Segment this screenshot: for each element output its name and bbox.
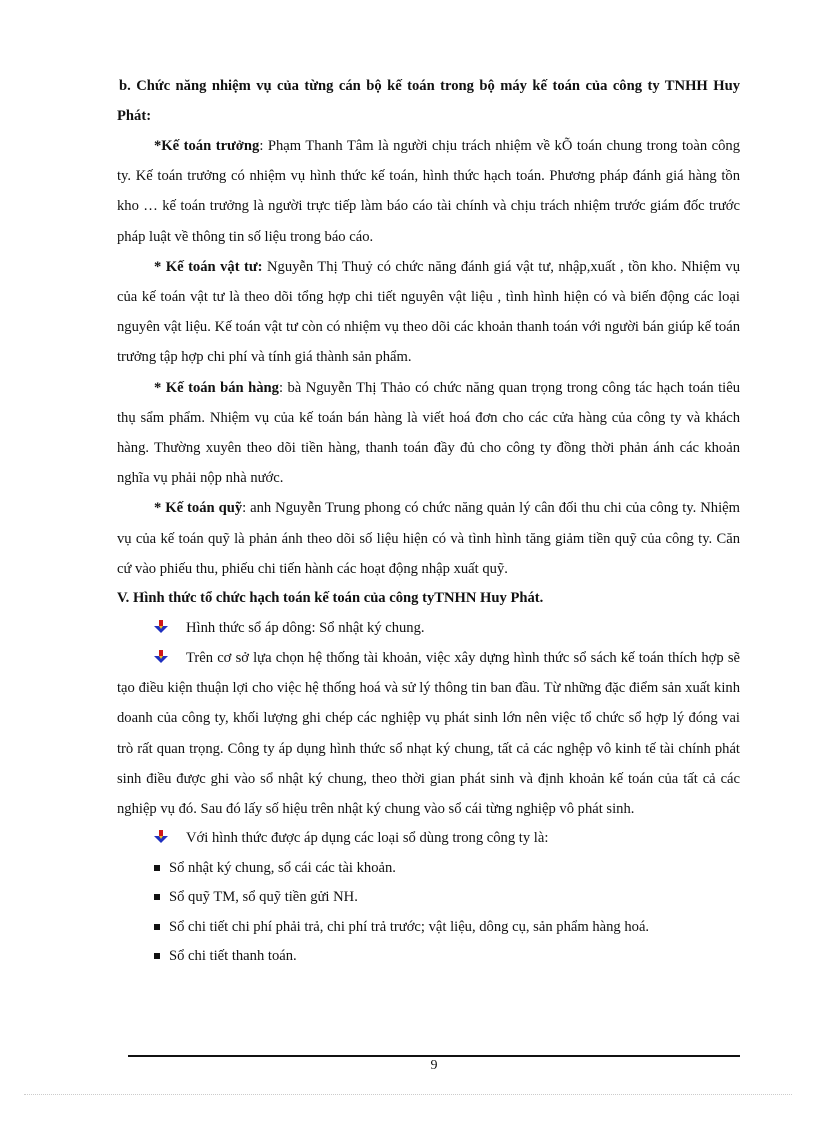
bullet-text: Sổ chi tiết chi phí phải trả, chi phí trả trước; vật liệu, dông cụ, sản phẩm hàng hoá.: [169, 918, 650, 935]
square-bullet-icon: [154, 953, 160, 959]
footer-divider: [128, 1055, 740, 1057]
item-text: Trên cơ sở lựa chọn hệ thống tài khoản, việc xây dựng hình thức sổ sách kế toán thích hợp sẽ tạo điều kiện thuận lợi cho việc hệ thống hoá và sử lý thông tin ban đầu. Từ những đặc điểm sản xuất kinh doanh của công ty, khối lượng ghi chép các nghiệp vụ phát sinh lớn nên việc tổ chức sổ hợp lý đóng vai trò rất quan trọng. Công ty áp dụng hình thức sổ nhạt ký chung, tất cả các nghệp vô kinh tế tài chính phát sinh điều được ghi vào sổ nhật ký chung, theo thời gian phát sinh và định khoản kế toán của tất cả các nghiệp vụ đó. Sau đó lấy số hiệu trên nhật ký chung vào sổ cái từng nghiệp vô phát sinh.: [117, 650, 740, 818]
role-paragraph-materials: [117, 252, 740, 373]
bullet-text: Sổ chi tiết thanh toán.: [169, 948, 297, 965]
page-number: 9: [430, 1058, 438, 1073]
role-text: : bà Nguyễn Thị Thảo có chức năng quan trọng trong công tác hạch toán tiêu thụ sẩm phẩm. Nhiệm vụ của kế toán bán hàng là viết hoá đơn cho các cửa hàng của công ty và khách hàng. Thường xuyên theo dõi tiền hàng, thanh toán đầy đủ cho công ty đồng thời phản ánh các khoản nghĩa vụ phải nộp nhà nước.: [117, 379, 741, 487]
item-text: Hình thức sổ áp dông: Sổ nhật ký chung.: [186, 619, 425, 636]
page-content: [117, 72, 740, 972]
arrow-item-basis: [117, 643, 740, 824]
item-text: Với hình thức được áp dụng các loại sổ dùng trong công ty là:: [186, 830, 549, 847]
asterisk-icon: *: [154, 258, 166, 275]
role-paragraph-chief-accountant: [117, 131, 740, 252]
arrow-bullet-icon: [154, 650, 170, 664]
role-text: : anh Nguyễn Trung phong có chức năng quản lý cân đối thu chi của công ty. Nhiệm vụ của kế toán quỹ là phản ánh theo dõi số liệu hiện có và tình hình tăng giảm tiền quỹ của công ty. Căn cứ vào phiếu thu, phiếu chi tiến hành các hoạt động nhập xuất quỹ.: [117, 500, 740, 577]
bullet-item: [117, 942, 740, 972]
asterisk-icon: *: [154, 379, 166, 396]
section-b-heading: b. Chức năng nhiệm vụ của từng cán bộ kế toán trong bộ máy kế toán của công ty TNHH Huy Phát:: [117, 78, 740, 124]
role-title: Kế toán trưởng: [161, 138, 260, 154]
arrow-item-ledger-form: [117, 614, 740, 644]
role-text: : Phạm Thanh Tâm là người chịu trách nhiệm về kÕ toán chung trong toàn công ty. Kế toán trưởng có nhiệm vụ hình thức kế toán, hình thức hạch toán. Phương pháp đánh giá hàng tồn kho … kế toán trưởng là người trực tiếp làm báo cáo tài chính và chịu trách nhiệm trước giám đốc trước pháp luật về thông tin số liệu trong báo cáo.: [117, 138, 740, 245]
bullet-item: [117, 854, 740, 884]
section-v-heading: V. Hình thức tổ chức hạch toán kế toán của công tyTNHN Huy Phát.: [117, 590, 544, 607]
role-paragraph-sales: [117, 373, 740, 494]
arrow-bullet-icon: [154, 830, 170, 844]
bullet-item: [117, 883, 740, 913]
bullet-text: Sổ quỹ TM, sổ quỹ tiền gửi NH.: [169, 889, 358, 906]
role-title: Kế toán quỹ: [165, 500, 243, 517]
page-bottom-dotted-border: [24, 1094, 792, 1095]
role-text: Nguyễn Thị Thuỷ có chức năng đánh giá vật tư, nhập,xuất , tồn kho. Nhiệm vụ của kế toán vật tư là theo dõi tổng hợp chi tiết nguyên vật liệu , tình hình hiện có và biến động các loại nguyên vật liệu. Kế toán vật tư còn có nhiệm vụ theo dõi các khoản thanh toán với người bán giúp kế toán trưởng tập hợp chi phí và tính giá thành sản phẩm.: [117, 258, 740, 366]
square-bullet-icon: [154, 865, 160, 871]
square-bullet-icon: [154, 924, 160, 930]
role-paragraph-fund: [117, 493, 740, 584]
arrow-bullet-icon: [154, 620, 170, 634]
asterisk-icon: *: [154, 500, 166, 517]
role-title: Kế toán vật tư:: [165, 258, 263, 275]
bullet-item: [117, 913, 740, 943]
square-bullet-icon: [154, 894, 160, 900]
arrow-item-book-types: [117, 824, 740, 854]
asterisk-icon: *: [154, 138, 162, 154]
role-title: Kế toán bán hàng: [165, 379, 279, 396]
bullet-text: Sổ nhật ký chung, sổ cái các tài khoản.: [169, 859, 396, 876]
